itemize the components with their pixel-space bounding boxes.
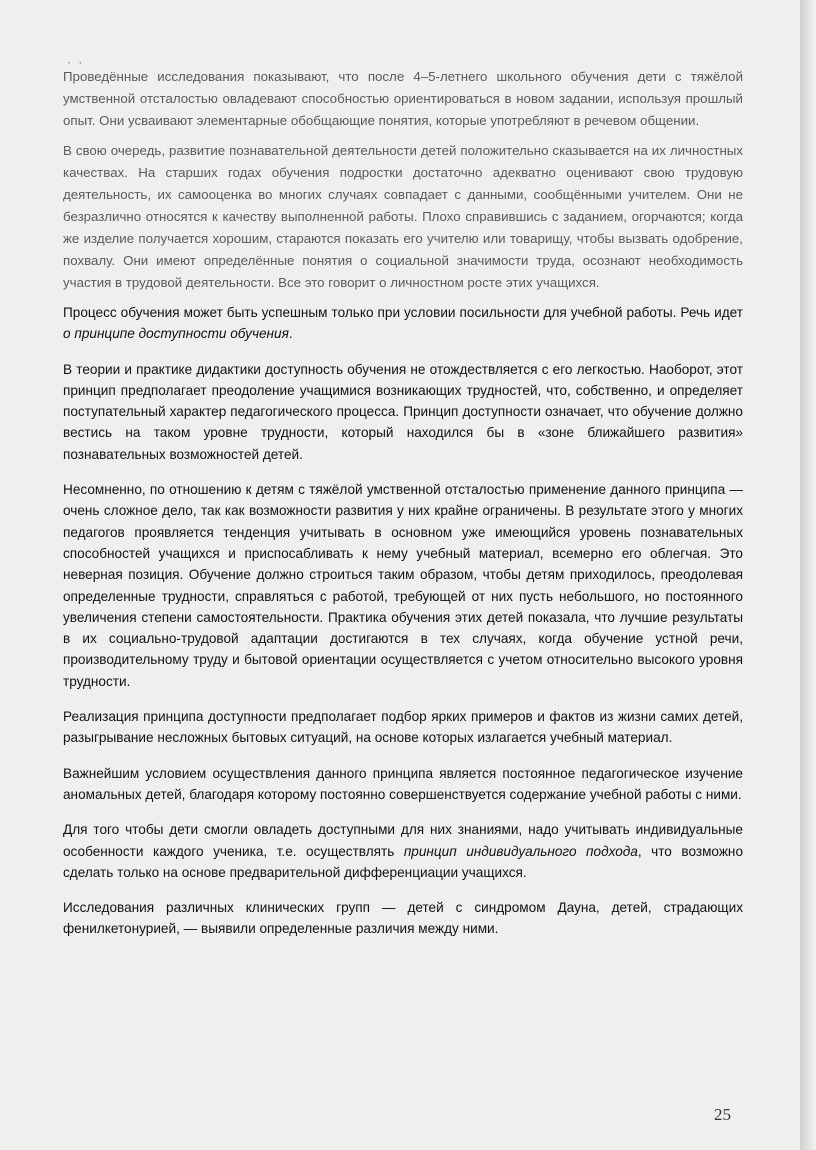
individual-end: , что возможно сделать только на основе предварительной дифференциации учащихся.	[63, 843, 743, 880]
individual-approach-term: принцип индивидуального подхода	[403, 843, 638, 859]
paragraph-research-results: Проведённые исследования показывают, что после 4–5-летнего школьного обучения дети с тяжёлой умственной отсталостью овладевают способностью ориентироваться в новом задании, используя прошлый опыт. Они усваивают элементарные обобщающие понятия, которые употребляют в речевом общении.	[63, 69, 743, 128]
paragraph-implementation: Реализация принципа доступности предполагает подбор ярких примеров и фактов из жизни самих детей, разыгрывание несложных бытовых ситуаций, на основе которых излагается учебный материал.	[63, 709, 743, 746]
paragraph-personal-growth: В свою очередь, развитие познавательной деятельности детей положительно сказывается на их личностных качествах. На старших годах обучения подростки достаточно адекватно оценивают свою трудовую деятельность, их самооценка во многих случаях совпадает с данными, сообщёнными учителем. Они не безразлично относятся к качеству выполненной работы. Плохо справившись с заданием, огорчаются; когда же изделие получается хорошим, стараются показать его учителю или товарищу, чтобы вызвать одобрение, похвалу. Они имеют определённые понятия о социальной значимости труда, осознают необходимость участия в трудовой деятельности. Все это говорит о личностном росте этих учащихся.	[63, 143, 743, 290]
paragraph-clinical-groups: Исследования различных клинических групп — детей с синдромом Дауна, детей, страдающих фенилкетонурией, — выявили определенные различия между ними.	[63, 900, 743, 937]
intro-end: .	[288, 326, 293, 342]
page-text	[63, 55, 743, 954]
paragraph-accessibility-intro	[63, 302, 743, 345]
top-dots: · ·	[67, 55, 85, 69]
paragraph-undoubtedly: Несомненно, по отношению к детям с тяжёлой умственной отсталостью применение данного принципа — очень сложное дело, так как возможности развития у них крайне ограничены. В результате этого у многих педагогов проявляется тенденция учитывать в основном уже имеющийся уровень познавательных способностей учащихся и приспосабливать к нему учебный материал, всемерно его облегчая. Это неверная позиция. Обучение должно строиться таким образом, чтобы детям приходилось, преодолевая определенные трудности, справляться с работой, требующей от них пусть небольшого, но постоянного увеличения степени самостоятельности. Практика обучения этих детей показала, что лучшие результаты в их социально-трудовой адаптации достигаются в тех случаях, когда обучение устной речи, производительному труду и бытовой ориентации осуществляется с учетом относительно высокого уровня трудности.	[63, 482, 743, 689]
paragraph-individual-approach	[63, 819, 743, 883]
page-number: 25	[714, 1105, 731, 1124]
page-edge	[800, 0, 816, 1150]
intro-text: Процесс обучения может быть успешным только при условии посильности для учебной работы. Речь идет	[63, 305, 743, 320]
paragraph-important-condition: Важнейшим условием осуществления данного принципа является постоянное педагогическое изучение аномальных детей, благодаря которому постоянно совершенствуется содержание учебной работы с ними.	[63, 765, 743, 802]
accessibility-principle-term: о принципе доступности обучения	[63, 326, 289, 342]
paragraph-theory-practice: В теории и практике дидактики доступность обучения не отождествляется с его легкостью. Наоборот, этот принцип предполагает преодоление учащимися возникающих трудностей, что, собственно, и определяет поступательный характер педагогического процесса. Принцип доступности означает, что обучение должно вестись на таком уровне трудности, который находился бы в «зоне ближайшего развития» познавательных возможностей детей.	[63, 361, 743, 462]
individual-text: Для того чтобы дети смогли овладеть доступными для них знаниями, надо учитывать индивидуальные особенности каждого ученика, т.е. осуществлять	[63, 822, 743, 859]
